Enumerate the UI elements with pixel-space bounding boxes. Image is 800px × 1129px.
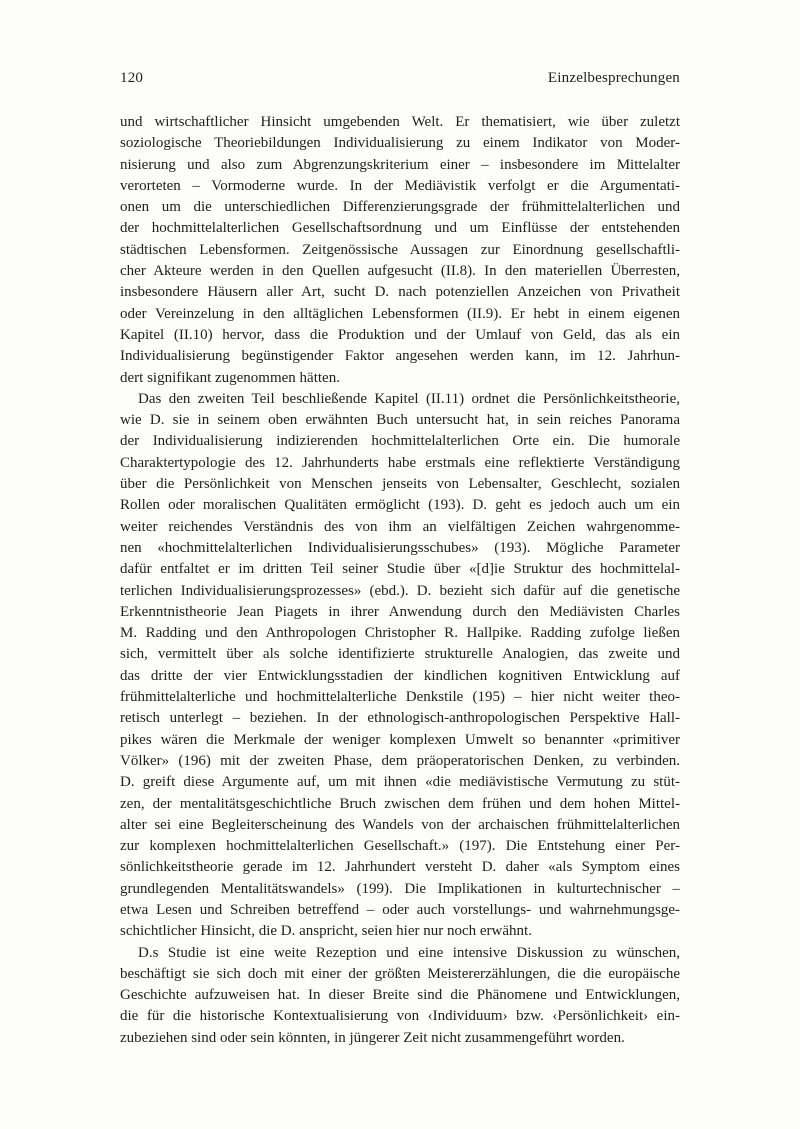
text-line: Individualisierung begünstigender Faktor angesehen werden kann, im 12. Jahrhun- — [120, 348, 680, 365]
text-line: D.s Studie ist eine weite Rezeption und eine intensive Diskussion zu wünschen, — [138, 944, 680, 961]
paragraph — [120, 943, 680, 1049]
text-line: dafür entfaltet er im dritten Teil seiner Studie über «[d]ie Struktur des hochmittelal- — [120, 561, 680, 578]
text-line: zen, der mentalitätsgeschichtliche Bruch zwischen dem frühen und dem hohen Mittel- — [120, 795, 680, 812]
text-line: das dritte der vier Entwicklungsstadien der kindlichen kognitiven Entwicklung auf — [120, 667, 680, 684]
text-line: cher Akteure werden in den Quellen aufgesucht (II.8). In den materiellen Überresten, — [120, 263, 680, 280]
running-title: Einzelbesprechungen — [547, 70, 680, 86]
text-line: M. Radding und den Anthropologen Christopher R. Hallpike. Radding zufolge ließen — [120, 625, 680, 642]
text-line: weiter reichendes Verständnis des von ihm an vielfältigen Zeichen wahrgenomme- — [120, 518, 680, 535]
text-line: und wirtschaftlicher Hinsicht umgebenden Welt. Er thematisiert, wie über zuletzt — [120, 114, 680, 130]
text-line: frühmittelalterliche und hochmittelalterliche Denkstile (195) – hier nicht weiter theo- — [120, 689, 680, 706]
text-line: der Individualisierung indizierenden hochmittelalterlichen Orte ein. Die humorale — [120, 433, 680, 450]
page-header — [120, 70, 680, 87]
page-number: 120 — [120, 70, 144, 86]
text-line: D. greift diese Argumente auf, um mit ihnen «die mediävistische Vermutung zu stüt- — [120, 774, 680, 791]
text-line: Völker» (196) mit der zweiten Phase, dem präoperatorischen Denken, zu verbinden. — [120, 752, 680, 769]
paragraph — [120, 112, 680, 389]
text-line: Erkenntnistheorie Jean Piagets in ihrer Anwendung durch den Mediävisten Charles — [120, 603, 680, 620]
text-line: dert signifikant zugenommen hätten. — [120, 369, 340, 386]
text-line: alter sei eine Begleiterscheinung des Wandels von der archaischen frühmittelalterlichen — [120, 816, 680, 833]
text-line: sich, vermittelt über als solche identifizierte strukturelle Analogien, das zweite und — [120, 646, 680, 663]
text-line: städtischen Lebensformen. Zeitgenössische Aussagen zur Einordnung gesellschaftli- — [120, 241, 680, 258]
text-line: zubeziehen sind oder sein könnten, in jüngerer Zeit nicht zusammengeführt worden. — [120, 1029, 625, 1046]
text-line: sönlichkeitstheorie gerade im 12. Jahrhundert versteht D. daher «als Symptom eines — [120, 859, 680, 876]
text-line: etwa Lesen und Schreiben betreffend – oder auch vorstellungs- und wahrnehmungsge- — [120, 901, 680, 918]
text-line: Geschichte aufzuweisen hat. In dieser Breite sind die Phänomene und Entwicklungen, — [120, 987, 680, 1004]
text-line: oder Vereinzelung in den alltäglichen Lebensformen (II.9). Er hebt in einem eigenen — [120, 305, 680, 322]
text-line: retisch unterlegt – beziehen. In der ethnologisch-anthropologischen Perspektive Hall- — [120, 710, 680, 727]
text-line: nen «hochmittelalterlichen Individualisierungsschubes» (193). Mögliche Parameter — [120, 539, 680, 556]
text-line: pikes wären die Merkmale der weniger komplexen Umwelt so benannter «primitiver — [120, 731, 680, 748]
text-line: die für die historische Kontextualisierung von ‹Individuum› bzw. ‹Persönlichkeit› ein- — [120, 1008, 680, 1025]
text-line: grundlegenden Mentalitätswandels» (199). Die Implikationen in kulturtechnischer – — [120, 880, 680, 897]
page-body — [120, 112, 680, 1049]
text-line: soziologische Theoriebildungen Individualisierung zu einem Indikator von Moder- — [120, 135, 680, 152]
text-line: nisierung und also zum Abgrenzungskriterium einer – insbesondere im Mittelalter — [120, 156, 680, 173]
text-line: beschäftigt sie sich doch mit einer der größten Meistererzählungen, die die europäische — [120, 965, 680, 982]
paragraph — [120, 389, 680, 943]
text-line: über die Persönlichkeit von Menschen jenseits von Lebensalter, Geschlecht, sozialen — [120, 476, 680, 493]
text-line: Das den zweiten Teil beschließende Kapitel (II.11) ordnet die Persönlichkeitstheorie, — [138, 390, 680, 407]
text-line: Rollen oder moralischen Qualitäten ermöglicht (193). D. geht es jedoch auch um ein — [120, 497, 680, 514]
text-line: schichtlicher Hinsicht, die D. anspricht, seien hier nur noch erwähnt. — [120, 923, 532, 940]
text-line: wie D. sie in seinem oben erwähnten Buch untersucht hat, in sein reiches Panorama — [120, 412, 680, 429]
text-line: zur komplexen hochmittelalterlichen Gesellschaft.» (197). Die Entstehung einer Per- — [120, 838, 680, 855]
text-line: insbesondere Häusern aller Art, sucht D. nach potenziellen Anzeichen von Privatheit — [120, 284, 680, 301]
text-line: verorteten – Vormoderne wurde. In der Mediävistik verfolgt er die Argumentati- — [120, 177, 680, 194]
text-line: onen um die unterschiedlichen Differenzierungsgrade der frühmittelalterlichen und — [120, 199, 680, 216]
text-line: der hochmittelalterlichen Gesellschaftsordnung und um Einflüsse der entstehenden — [120, 220, 680, 237]
text-line: Kapitel (II.10) hervor, dass die Produktion und der Umlauf von Geld, das als ein — [120, 326, 680, 343]
text-line: terlichen Individualisierungsprozesses» (ebd.). D. bezieht sich dafür auf die genetische — [120, 582, 680, 599]
text-line: Charaktertypologie des 12. Jahrhunderts habe erstmals eine reflektierte Verständigung — [120, 454, 680, 471]
